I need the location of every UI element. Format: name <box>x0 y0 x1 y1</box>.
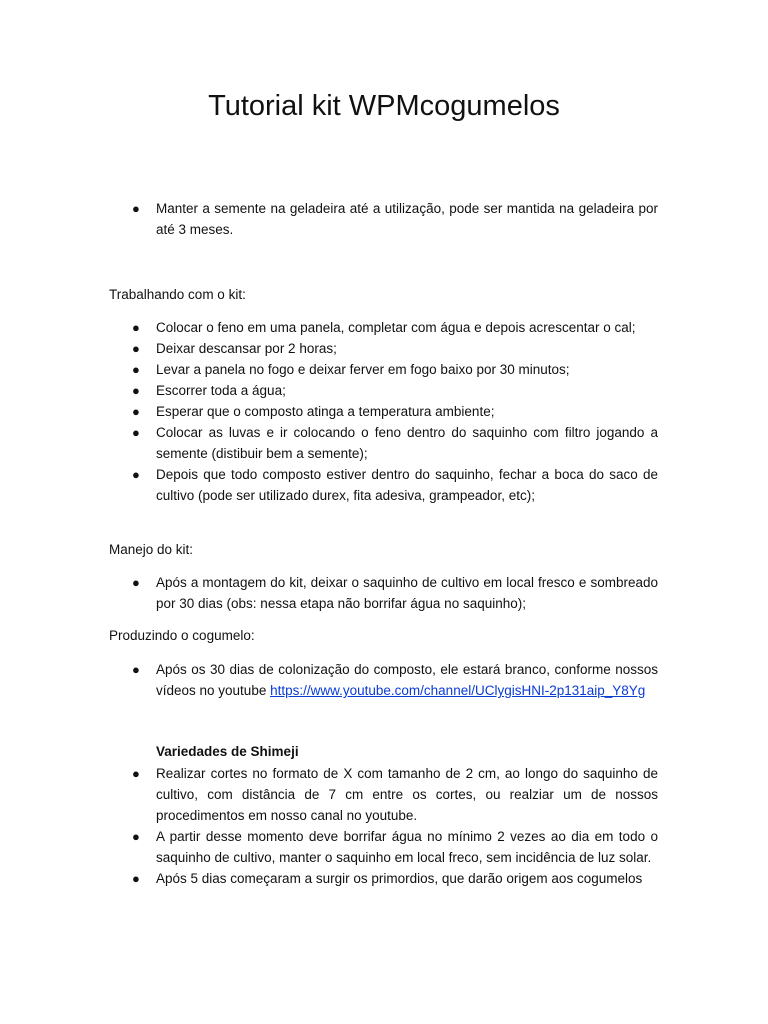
bullet-icon: ● <box>132 871 140 886</box>
list-item: ● A partir desse momento deve borrifar água no mínimo 2 vezes ao dia em todo o saquinho de cultivo, manter o saquinho em local freco, sem incidência de luz solar. <box>0 826 658 868</box>
intro-list <box>0 198 658 240</box>
list-item: ● Após os 30 dias de colonização do composto, ele estará branco, conforme nossos vídeos no youtube https://www.youtube.com/channel/UClygisHNI-2p131aip_Y8Yg <box>0 659 658 701</box>
bullet-icon: ● <box>132 362 140 377</box>
list-item: ● Deixar descansar por 2 horas; <box>0 338 658 359</box>
list-item: ● Levar a panela no fogo e deixar ferver em fogo baixo por 30 minutos; <box>0 359 658 380</box>
bullet-icon: ● <box>132 341 140 356</box>
sub-heading-shimeji: Variedades de Shimeji <box>156 744 299 759</box>
list-item: ● Após 5 dias começaram a surgir os primordios, que darão origem aos cogumelos <box>0 868 658 889</box>
list-item: ● Colocar o feno em uma panela, completar com água e depois acrescentar o cal; <box>0 317 658 338</box>
section-heading-producing: Produzindo o cogumelo: <box>109 628 255 643</box>
bullet-icon: ● <box>132 425 140 440</box>
handling-list <box>0 572 658 614</box>
bullet-icon: ● <box>132 829 140 844</box>
bullet-icon: ● <box>132 575 140 590</box>
bullet-icon: ● <box>132 383 140 398</box>
bullet-icon: ● <box>132 201 140 216</box>
shimeji-list <box>0 763 658 889</box>
list-item: ● Escorrer toda a água; <box>0 380 658 401</box>
list-item: ● Manter a semente na geladeira até a utilização, pode ser mantida na geladeira por até 3 meses. <box>0 198 658 240</box>
section-heading-working: Trabalhando com o kit: <box>109 287 246 302</box>
bullet-icon: ● <box>132 766 140 781</box>
bullet-icon: ● <box>132 320 140 335</box>
list-item: ● Colocar as luvas e ir colocando o feno dentro do saquinho com filtro jogando a semente (distibuir bem a semente); <box>0 422 658 464</box>
list-item: ● Depois que todo composto estiver dentro do saquinho, fechar a boca do saco de cultivo (pode ser utilizado durex, fita adesiva, grampeador, etc); <box>0 464 658 506</box>
producing-list <box>0 659 658 701</box>
bullet-icon: ● <box>132 662 140 677</box>
list-item: ● Esperar que o composto atinga a temperatura ambiente; <box>0 401 658 422</box>
page-title: Tutorial kit WPMcogumelos <box>208 90 560 122</box>
working-list <box>0 317 658 506</box>
youtube-channel-link[interactable]: https://www.youtube.com/channel/UClygisHNI-2p131aip_Y8Yg <box>270 683 646 698</box>
bullet-icon: ● <box>132 404 140 419</box>
list-item: ● Após a montagem do kit, deixar o saquinho de cultivo em local fresco e sombreado por 30 dias (obs: nessa etapa não borrifar água no saquinho); <box>0 572 658 614</box>
bullet-icon: ● <box>132 467 140 482</box>
list-item: ● Realizar cortes no formato de X com tamanho de 2 cm, ao longo do saquinho de cultivo, com distância de 7 cm entre os cortes, ou realziar um de nossos procedimentos em nosso canal no youtube. <box>0 763 658 826</box>
section-heading-handling: Manejo do kit: <box>109 542 194 557</box>
